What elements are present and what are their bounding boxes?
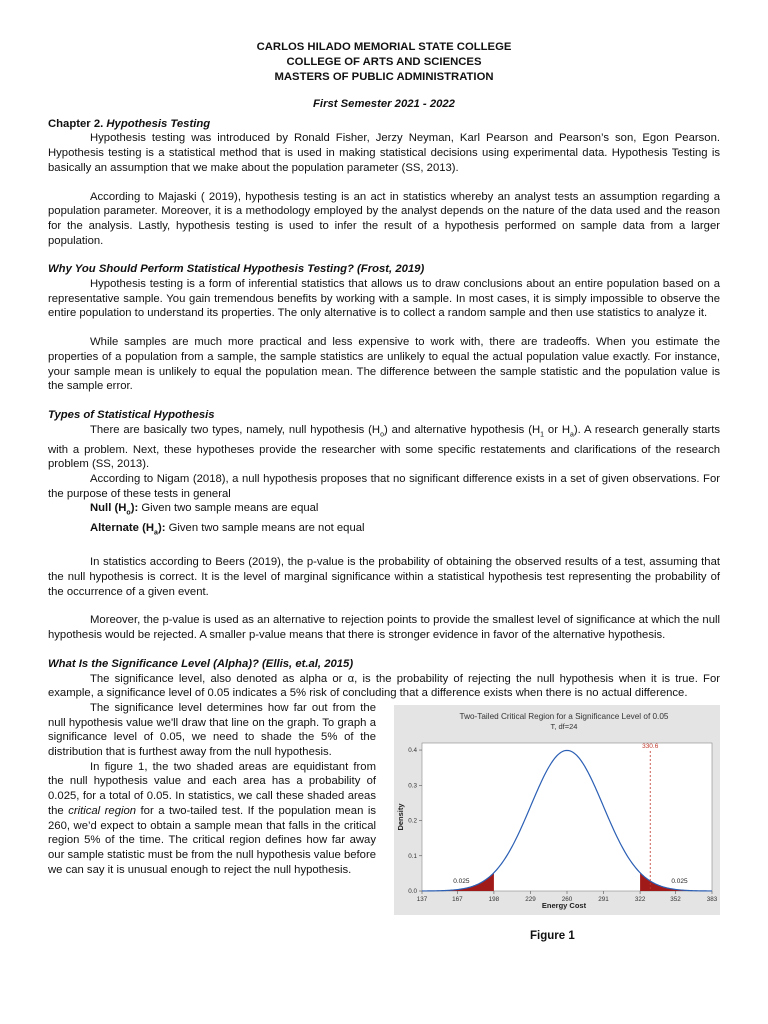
paragraph-nigam: According to Nigam (2018), a null hypothesis proposes that no significant difference exists in a set of given observations. For the purpose of these tests in general xyxy=(48,473,720,500)
paragraph-intro: Hypothesis testing was introduced by Ronald Fisher, Jerzy Neyman, Karl Pearson and Pearson’s son, Egon Pearson. Hypothesis testing is a statistical method that is used in making statistical decisions using experimental data. Hypothesis Testing is basically an assumption that we make about the population parameter (SS, 2013). xyxy=(48,132,720,174)
x-axis-label: Energy Cost xyxy=(541,900,587,910)
paragraph-alpha: The significance level, also denoted as alpha or α, is the probability of rejecting the null hypothesis when it is true. For example, a significance level of 0.05 indicates a 5% risk of concluding that a difference exists when there is no actual difference. xyxy=(48,672,720,700)
heading-why: Why You Should Perform Statistical Hypothesis Testing? (Frost, 2019) xyxy=(48,263,425,276)
left-tail-label: 0.025 xyxy=(453,878,470,886)
college-name: CARLOS HILADO MEMORIAL STATE COLLEGE xyxy=(256,41,512,53)
y-tick-label: 0.0 xyxy=(408,888,417,896)
x-tick-label: 291 xyxy=(598,895,609,903)
paragraph-significance: The significance level determines how far out from the null hypothesis value we'll draw that line on the graph. To graph a significance level of 0.05, we need to shade the 5% of the distribution that is furthest away from the null hypothesis. xyxy=(48,701,376,759)
critical-region-chart xyxy=(394,705,720,915)
chart-title: Two-Tailed Critical Region for a Significance Level of 0.05 xyxy=(459,711,669,721)
y-axis-label: Density xyxy=(396,803,405,831)
paragraph-inferential: Hypothesis testing is a form of inferential statistics that allows us to draw conclusions about an entire population based on a representative sample. You gain tremendous benefits by working with a sample. In most cases, it is simply impossible to observe the entire population to understand its properties. The only alternative is to collect a random sample and then use statistics to analyze it. xyxy=(48,278,720,320)
x-tick-label: 260 xyxy=(561,895,573,903)
chapter-title: Hypothesis Testing xyxy=(106,117,211,130)
x-tick-label: 229 xyxy=(525,895,536,903)
paragraph-critical-region: In figure 1, the two shaded areas are equidistant from the null hypothesis value and each area has a probability of 0.025, for a total of 0.05. In statistics, we call these shaded areas the critical region for a two-tailed test. If the population mean is 260, we’d expect to obtain a sample mean that falls in the critical region 5% of the time. The critical region defines how far away our sample statistic must be from the null hypothesis value before we can say it is unusual enough to reject the null hypothesis. xyxy=(48,760,377,876)
x-tick-label: 352 xyxy=(670,895,681,903)
figure-text-column xyxy=(48,701,376,877)
heading-alpha: What Is the Significance Level (Alpha)? (Ellis, et.al, 2015) xyxy=(48,657,354,670)
x-tick-label: 383 xyxy=(706,895,718,903)
paragraph-pvalue-alt: Moreover, the p-value is used as an alternative to rejection points to provide the smallest level of significance at which the null hypothesis would be rejected. A smaller p-value means that there is stronger evidence in favor of the alternative hypothesis. xyxy=(48,614,720,642)
critical-value-label: 330.6 xyxy=(642,742,659,750)
college-department: COLLEGE OF ARTS AND SCIENCES xyxy=(286,56,482,68)
chart-subtitle: T, df=24 xyxy=(550,721,578,731)
heading-types: Types of Statistical Hypothesis xyxy=(48,408,215,421)
document-page xyxy=(48,40,720,956)
right-tail-label: 0.025 xyxy=(671,878,688,886)
y-tick-label: 0.3 xyxy=(408,782,417,790)
chapter-heading xyxy=(48,117,720,132)
x-tick-label: 322 xyxy=(634,895,646,903)
chapter-prefix: Chapter 2. xyxy=(48,117,104,130)
paragraph-majaski: According to Majaski ( 2019), hypothesis testing is an act in statistics whereby an analyst tests an assumption regarding a population parameter. Moreover, it is a methodology employed by the analyst depends on the nature of the data used and the reason for the analysis. Lastly, hypothesis testing is used to infer the result of a hypothesis performed on sample data from a larger population. xyxy=(48,190,720,247)
y-tick-label: 0.1 xyxy=(408,852,417,860)
plot-area xyxy=(422,743,712,891)
x-tick-label: 167 xyxy=(452,895,463,903)
y-tick-label: 0.4 xyxy=(408,747,417,755)
paragraph-types: There are basically two types, namely, null hypothesis $(H_o)$ and alternative hypothesis ($H_1$ or $H_a$). A research generally starts with a problem. Next, these hypotheses provide the researcher with some specific restatements and clarifications of the research problem (SS, 2013). xyxy=(48,423,720,471)
paragraph-tradeoffs: While samples are much more practical and less expensive to work with, there are tradeoffs. When you estimate the properties of a population from a sample, the sample statistics are unlikely to equal the actual population value exactly. For instance, your sample mean is unlikely to equal the population mean. The difference between the sample statistic and the population value is the sample error. xyxy=(48,336,720,393)
figure-section xyxy=(48,701,720,956)
semester-line: First Semester 2021 - 2022 xyxy=(313,98,455,110)
figure-caption: Figure 1 xyxy=(530,929,575,942)
x-tick-label: 137 xyxy=(416,895,428,903)
program-name: MASTERS OF PUBLIC ADMINISTRATION xyxy=(274,71,494,83)
null-definition: Null $(H_o)$: Given two sample means are equal xyxy=(90,502,319,517)
alternate-definition: Alternate $(H_a)$: Given two sample means are not equal xyxy=(90,522,365,537)
paragraph-pvalue: In statistics according to Beers (2019), the p-value is the probability of obtaining the observed results of a test, assuming that the null hypothesis is correct. It is the level of marginal significance within a statistical hypothesis test representing the probability of the occurrence of a given event. xyxy=(48,556,720,598)
x-tick-label: 198 xyxy=(488,895,500,903)
y-tick-label: 0.2 xyxy=(408,817,417,825)
